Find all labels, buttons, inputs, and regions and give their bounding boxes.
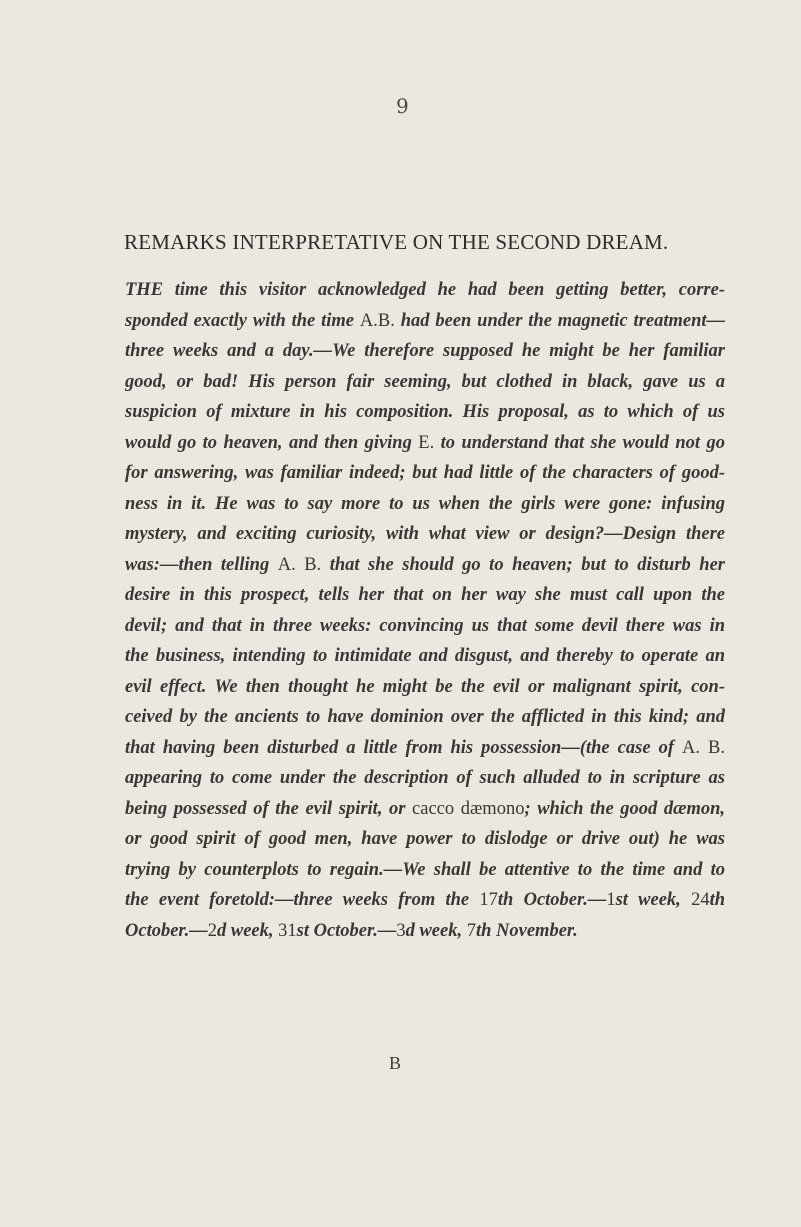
roman-text-run: 3 bbox=[396, 920, 406, 941]
italic-text-run: d week, bbox=[405, 920, 467, 941]
italic-text-run: that having been disturbed a little from his possession—(the case of bbox=[125, 737, 683, 758]
text-line bbox=[125, 367, 725, 398]
text-line bbox=[125, 336, 725, 367]
italic-text-run: suspicion of mixture in his composition. His proposal, as to which of us bbox=[125, 402, 725, 422]
italic-text-run: October.— bbox=[125, 920, 208, 941]
italic-text-run: THE bbox=[125, 280, 164, 300]
roman-text-run: 2 bbox=[207, 920, 217, 941]
text-line bbox=[125, 641, 725, 672]
text-line bbox=[125, 519, 725, 550]
italic-text-run: to understand that she would not go bbox=[434, 432, 725, 453]
text-line bbox=[125, 885, 725, 916]
italic-text-run: three weeks and a day.—We therefore supposed he might be her familiar bbox=[125, 341, 725, 361]
italic-text-run: appearing to come under the description of such alluded to in scripture as bbox=[125, 768, 725, 788]
text-line bbox=[125, 702, 725, 733]
text-line bbox=[125, 611, 725, 642]
italic-text-run: d week, bbox=[216, 920, 279, 941]
italic-text-run: ; which the good dæmon, bbox=[524, 798, 725, 819]
text-line bbox=[125, 763, 725, 794]
roman-text-run: cacco dæmono bbox=[412, 798, 525, 819]
italic-text-run: the business, intending to intimidate and disgust, and thereby to operate an bbox=[125, 646, 725, 666]
italic-text-run: the event foretold:—three weeks from the bbox=[125, 890, 480, 910]
text-line bbox=[125, 275, 725, 306]
italic-text-run: sponded exactly with the time bbox=[125, 310, 360, 331]
italic-text-run: time this visitor acknowledged he had been getting better, corre- bbox=[163, 280, 725, 300]
body-paragraph bbox=[125, 275, 725, 946]
text-line bbox=[125, 397, 725, 428]
italic-text-run: ness in it. He was to say more to us when the girls were gone: infusing bbox=[125, 493, 725, 514]
italic-text-run: devil; and that in three weeks: convincing us that some devil there was in bbox=[125, 615, 725, 636]
italic-text-run: had been under the magnetic treatment— bbox=[394, 310, 725, 331]
roman-text-run: 7 bbox=[466, 920, 476, 941]
text-line bbox=[125, 855, 725, 886]
italic-text-run: mystery, and exciting curiosity, with what view or design?—Design there bbox=[125, 524, 725, 544]
page-number: 9 bbox=[396, 94, 409, 118]
italic-text-run: evil effect. We then thought he might be the evil or malignant spirit, con- bbox=[125, 676, 725, 697]
italic-text-run: that she should go to heaven; but to disturb her bbox=[321, 554, 725, 575]
roman-text-run: A. B. bbox=[277, 554, 322, 575]
roman-text-run: A.B. bbox=[359, 310, 395, 331]
text-line bbox=[125, 550, 725, 581]
italic-text-run: th October.— bbox=[497, 890, 607, 910]
text-line bbox=[125, 733, 725, 764]
text-line bbox=[125, 916, 725, 947]
italic-text-run: trying by counterplots to regain.—We shall be attentive to the time and to bbox=[125, 859, 725, 880]
roman-text-run: 24 bbox=[691, 890, 710, 910]
section-heading: REMARKS INTERPRETATIVE ON THE SECOND DREAM. bbox=[124, 230, 669, 254]
roman-text-run: E. bbox=[418, 432, 435, 453]
italic-text-run: would go to heaven, and then giving bbox=[125, 432, 419, 453]
italic-text-run: or good spirit of good men, have power to dislodge or drive out) he was bbox=[125, 829, 725, 849]
italic-text-run: th bbox=[709, 890, 725, 910]
italic-text-run: st week, bbox=[615, 890, 692, 910]
text-line bbox=[125, 824, 725, 855]
text-line bbox=[125, 489, 725, 520]
italic-text-run: was:—then telling bbox=[125, 554, 278, 575]
italic-text-run: ceived by the ancients to have dominion over the afflicted in this kind; and bbox=[125, 707, 725, 727]
italic-text-run: good, or bad! His person fair seeming, but clothed in black, gave us a bbox=[125, 371, 725, 392]
text-line bbox=[125, 428, 725, 459]
text-line bbox=[125, 580, 725, 611]
roman-text-run: A. B. bbox=[682, 737, 725, 758]
italic-text-run: being possessed of the evil spirit, or bbox=[125, 798, 413, 819]
italic-text-run: for answering, was familiar indeed; but had little of the characters of good- bbox=[125, 463, 725, 483]
italic-text-run: st October.— bbox=[296, 920, 397, 941]
text-line bbox=[125, 794, 725, 825]
text-line bbox=[125, 306, 725, 337]
italic-text-run: th November. bbox=[475, 920, 578, 941]
roman-text-run: 1 bbox=[606, 890, 616, 910]
italic-text-run: desire in this prospect, tells her that on her way she must call upon the bbox=[125, 585, 725, 605]
text-line bbox=[125, 672, 725, 703]
signature-mark: B bbox=[389, 1053, 402, 1073]
text-line bbox=[125, 458, 725, 489]
roman-text-run: 31 bbox=[278, 920, 297, 941]
roman-text-run: 17 bbox=[479, 890, 498, 910]
